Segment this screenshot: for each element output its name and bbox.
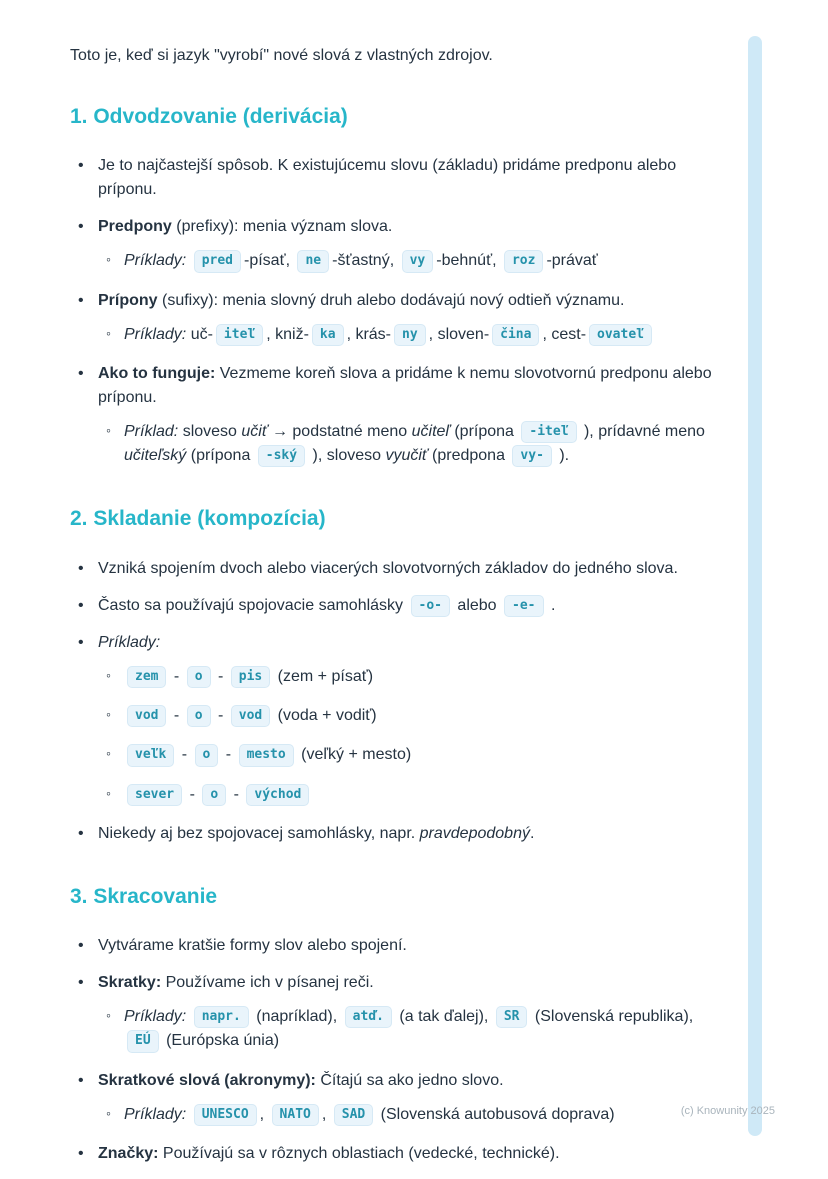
- code-chip: vy: [402, 250, 434, 272]
- sub-bullet-icon: ◦: [106, 784, 111, 801]
- list-item: [106, 704, 714, 728]
- text-run: Používame ich v písanej reči.: [161, 974, 374, 991]
- bullet-icon: •: [78, 218, 84, 236]
- text-run: -: [213, 707, 228, 724]
- bullet-icon: •: [78, 1071, 84, 1089]
- list-item-text: [98, 934, 714, 958]
- text-run: ).: [554, 447, 570, 464]
- list-item-text: [98, 594, 714, 618]
- bullet-icon: •: [78, 291, 84, 309]
- text-run: -písať,: [244, 252, 295, 270]
- list-item-text: [98, 971, 714, 995]
- code-chip: napr.: [194, 1006, 249, 1028]
- list-item: [106, 783, 714, 807]
- list-item-text: [98, 289, 714, 313]
- text-run: sloveso: [182, 422, 242, 440]
- code-chip: veľk: [127, 744, 174, 766]
- code-chip: EÚ: [127, 1030, 159, 1052]
- code-chip: čina: [492, 324, 539, 346]
- text-run: (zem + písať): [273, 667, 374, 685]
- bullet-icon: •: [78, 559, 84, 577]
- text-run: učiteľ: [411, 422, 450, 440]
- text-run: (prefixy): menia význam slova.: [171, 218, 393, 236]
- text-run: Čítajú sa ako jedno slovo.: [315, 1071, 504, 1089]
- code-chip: o: [202, 784, 226, 806]
- text-run: pravdepodobný: [419, 824, 530, 842]
- bullet-icon: •: [78, 937, 84, 954]
- bullet-icon: •: [78, 364, 84, 382]
- list-item: [70, 1069, 714, 1093]
- text-run: Prípony: [98, 291, 158, 309]
- text-run: (Slovenská autobusová doprava): [376, 1105, 615, 1123]
- text-run: .: [546, 596, 556, 614]
- text-run: Príklady:: [124, 252, 191, 270]
- bullet-icon: •: [78, 157, 84, 175]
- list-item-text: [124, 1005, 714, 1054]
- list-item: [106, 743, 714, 767]
- text-run: Niekedy aj bez spojovacej samohlásky, napr.: [98, 824, 420, 842]
- list-item-text: [124, 704, 714, 728]
- code-chip: UNESCO: [194, 1104, 257, 1126]
- text-run: ,: [321, 1105, 331, 1123]
- list-item: [70, 934, 714, 958]
- code-chip: o: [187, 666, 211, 688]
- text-run: Je to najčastejší spôsob. K existujúcemu slovu (základu) pridáme predponu alebo príponu.: [98, 157, 677, 199]
- code-chip: atď.: [345, 1006, 392, 1028]
- code-chip: vy-: [512, 445, 551, 467]
- text-run: -: [169, 667, 184, 685]
- bullet-icon: •: [78, 633, 84, 651]
- text-run: (napríklad),: [251, 1008, 342, 1025]
- code-chip: mesto: [239, 744, 294, 766]
- list-item-text: [124, 665, 714, 689]
- list-item: [106, 1005, 714, 1054]
- text-run: Značky:: [98, 1144, 159, 1162]
- list-item: [106, 420, 714, 469]
- list-item: [106, 1103, 714, 1127]
- text-run: , kniž-: [266, 325, 309, 343]
- sub-bullet-icon: ◦: [106, 1104, 111, 1121]
- section-heading: 3. Skracovanie: [70, 884, 218, 908]
- list-item: [70, 971, 714, 995]
- scrollbar-track[interactable]: [748, 36, 762, 1136]
- text-run: (a tak ďalej),: [394, 1008, 493, 1025]
- text-run: -: [213, 667, 228, 685]
- text-run: Skratky:: [98, 974, 162, 991]
- text-run: Príklady:: [124, 1105, 191, 1123]
- text-run: Predpony: [98, 218, 172, 236]
- code-chip: -e-: [504, 595, 543, 617]
- text-run: vyučiť: [385, 447, 428, 464]
- text-run: -: [177, 746, 192, 764]
- text-run: , sloven-: [428, 325, 490, 343]
- code-chip: zem: [127, 666, 166, 688]
- text-run: uč-: [190, 325, 213, 343]
- list-item-text: [124, 1103, 714, 1127]
- intro-text: Toto je, keď si jazyk "vyrobí" nové slová z vlastných zdrojov.: [70, 47, 493, 64]
- list-item-text: [98, 557, 714, 581]
- code-chip: -o-: [411, 595, 450, 617]
- list-item-text: [98, 362, 714, 410]
- text-run: (prípona: [449, 422, 519, 440]
- sub-bullet-icon: ◦: [106, 251, 111, 268]
- text-run: → podstatné meno: [267, 422, 412, 440]
- code-chip: pred: [194, 250, 241, 272]
- code-chip: ny: [394, 324, 426, 346]
- code-chip: -ský: [258, 445, 305, 467]
- sub-bullet-icon: ◦: [106, 745, 111, 762]
- code-chip: SR: [496, 1006, 528, 1028]
- sub-bullet-icon: ◦: [106, 666, 111, 683]
- code-chip: iteľ: [216, 324, 263, 346]
- list-item: [106, 323, 714, 347]
- text-run: ,: [259, 1105, 269, 1123]
- list-item: [70, 557, 714, 581]
- code-chip: ka: [312, 324, 344, 346]
- text-run: -: [229, 785, 244, 803]
- text-run: (prípona: [186, 447, 255, 464]
- list-item: [70, 362, 714, 410]
- list-item-text: [124, 783, 714, 807]
- list-item: [70, 822, 714, 846]
- text-run: Vezmeme koreň slova a pridáme k nemu slovotvornú predponu alebo príponu.: [98, 364, 712, 406]
- text-run: ), prídavné meno: [579, 422, 705, 440]
- list-item-text: [98, 215, 714, 239]
- text-run: (voda + vodiť): [273, 707, 377, 724]
- code-chip: vod: [127, 705, 166, 727]
- text-run: -behnúť,: [436, 252, 501, 270]
- bullet-icon: •: [78, 1144, 84, 1162]
- list-item-text: [124, 249, 714, 273]
- watermark: (c) Knowunity 2025: [680, 1105, 775, 1117]
- bullet-icon: •: [78, 824, 84, 842]
- code-chip: ovateľ: [589, 324, 652, 346]
- text-run: (veľký + mesto): [296, 746, 412, 764]
- list-item-text: [98, 154, 714, 202]
- list-item: [70, 289, 714, 313]
- code-chip: roz: [504, 250, 543, 272]
- sub-bullet-icon: ◦: [106, 706, 111, 722]
- list-item: [70, 594, 714, 618]
- text-run: alebo: [452, 596, 502, 614]
- code-chip: ne: [297, 250, 329, 272]
- list-item-text: [124, 323, 714, 347]
- section-heading: 1. Odvodzovanie (derivácia): [70, 105, 348, 128]
- text-run: (Európska únia): [161, 1032, 280, 1050]
- text-run: -: [185, 785, 200, 803]
- code-chip: sever: [127, 784, 182, 806]
- list-item: [70, 631, 714, 655]
- text-run: , cest-: [542, 325, 587, 343]
- text-run: Ako to funguje:: [98, 364, 216, 382]
- text-run: .: [529, 824, 535, 842]
- text-run: Vytvárame kratšie formy slov alebo spojení.: [98, 937, 407, 954]
- code-chip: SAD: [334, 1104, 373, 1126]
- text-run: Často sa používajú spojovacie samohlásky: [98, 596, 408, 614]
- text-run: -právať: [546, 252, 598, 270]
- sub-bullet-icon: ◦: [106, 421, 111, 438]
- text-run: Príklady:: [124, 325, 191, 343]
- text-run: (predpona: [427, 447, 510, 464]
- list-item-text: [98, 1069, 714, 1093]
- text-run: Vzniká spojením dvoch alebo viacerých slovotvorných základov do jedného slova.: [98, 559, 678, 577]
- bullet-icon: •: [78, 974, 84, 991]
- list-item-text: [98, 822, 714, 846]
- section-heading: 2. Skladanie (kompozícia): [70, 507, 326, 531]
- code-chip: o: [195, 744, 219, 766]
- text-run: Používajú sa v rôznych oblastiach (vedecké, technické).: [158, 1144, 560, 1162]
- list-item: [106, 249, 714, 273]
- text-run: -: [221, 746, 236, 764]
- code-chip: východ: [246, 784, 309, 806]
- sub-bullet-icon: ◦: [106, 324, 111, 341]
- text-run: Príklady:: [124, 1008, 191, 1025]
- list-item: [106, 665, 714, 689]
- list-item: [70, 154, 714, 202]
- document-body: [70, 44, 714, 1179]
- text-run: Príklady:: [98, 633, 161, 651]
- list-item-text: [124, 743, 714, 767]
- text-run: -šťastný,: [332, 252, 399, 270]
- sub-bullet-icon: ◦: [106, 1007, 111, 1023]
- code-chip: NATO: [272, 1104, 319, 1126]
- text-run: (sufixy): menia slovný druh alebo dodávajú nový odtieň významu.: [157, 291, 625, 309]
- list-item-text: [98, 1142, 714, 1166]
- text-run: (Slovenská republika),: [530, 1008, 694, 1025]
- list-item-text: [124, 420, 714, 469]
- code-chip: -iteľ: [521, 421, 576, 443]
- text-run: ), sloveso: [308, 447, 386, 464]
- code-chip: o: [187, 705, 211, 727]
- text-run: učiteľský: [124, 447, 187, 464]
- code-chip: pis: [231, 666, 270, 688]
- text-run: Príklad:: [124, 422, 183, 440]
- list-item: [70, 215, 714, 239]
- bullet-icon: •: [78, 596, 84, 614]
- text-run: Skratkové slová (akronymy):: [98, 1071, 316, 1089]
- text-run: -: [169, 707, 184, 724]
- text-run: , krás-: [346, 325, 392, 343]
- list-item-text: [98, 631, 714, 655]
- code-chip: vod: [231, 705, 270, 727]
- text-run: učiť: [241, 422, 268, 440]
- list-item: [70, 1142, 714, 1166]
